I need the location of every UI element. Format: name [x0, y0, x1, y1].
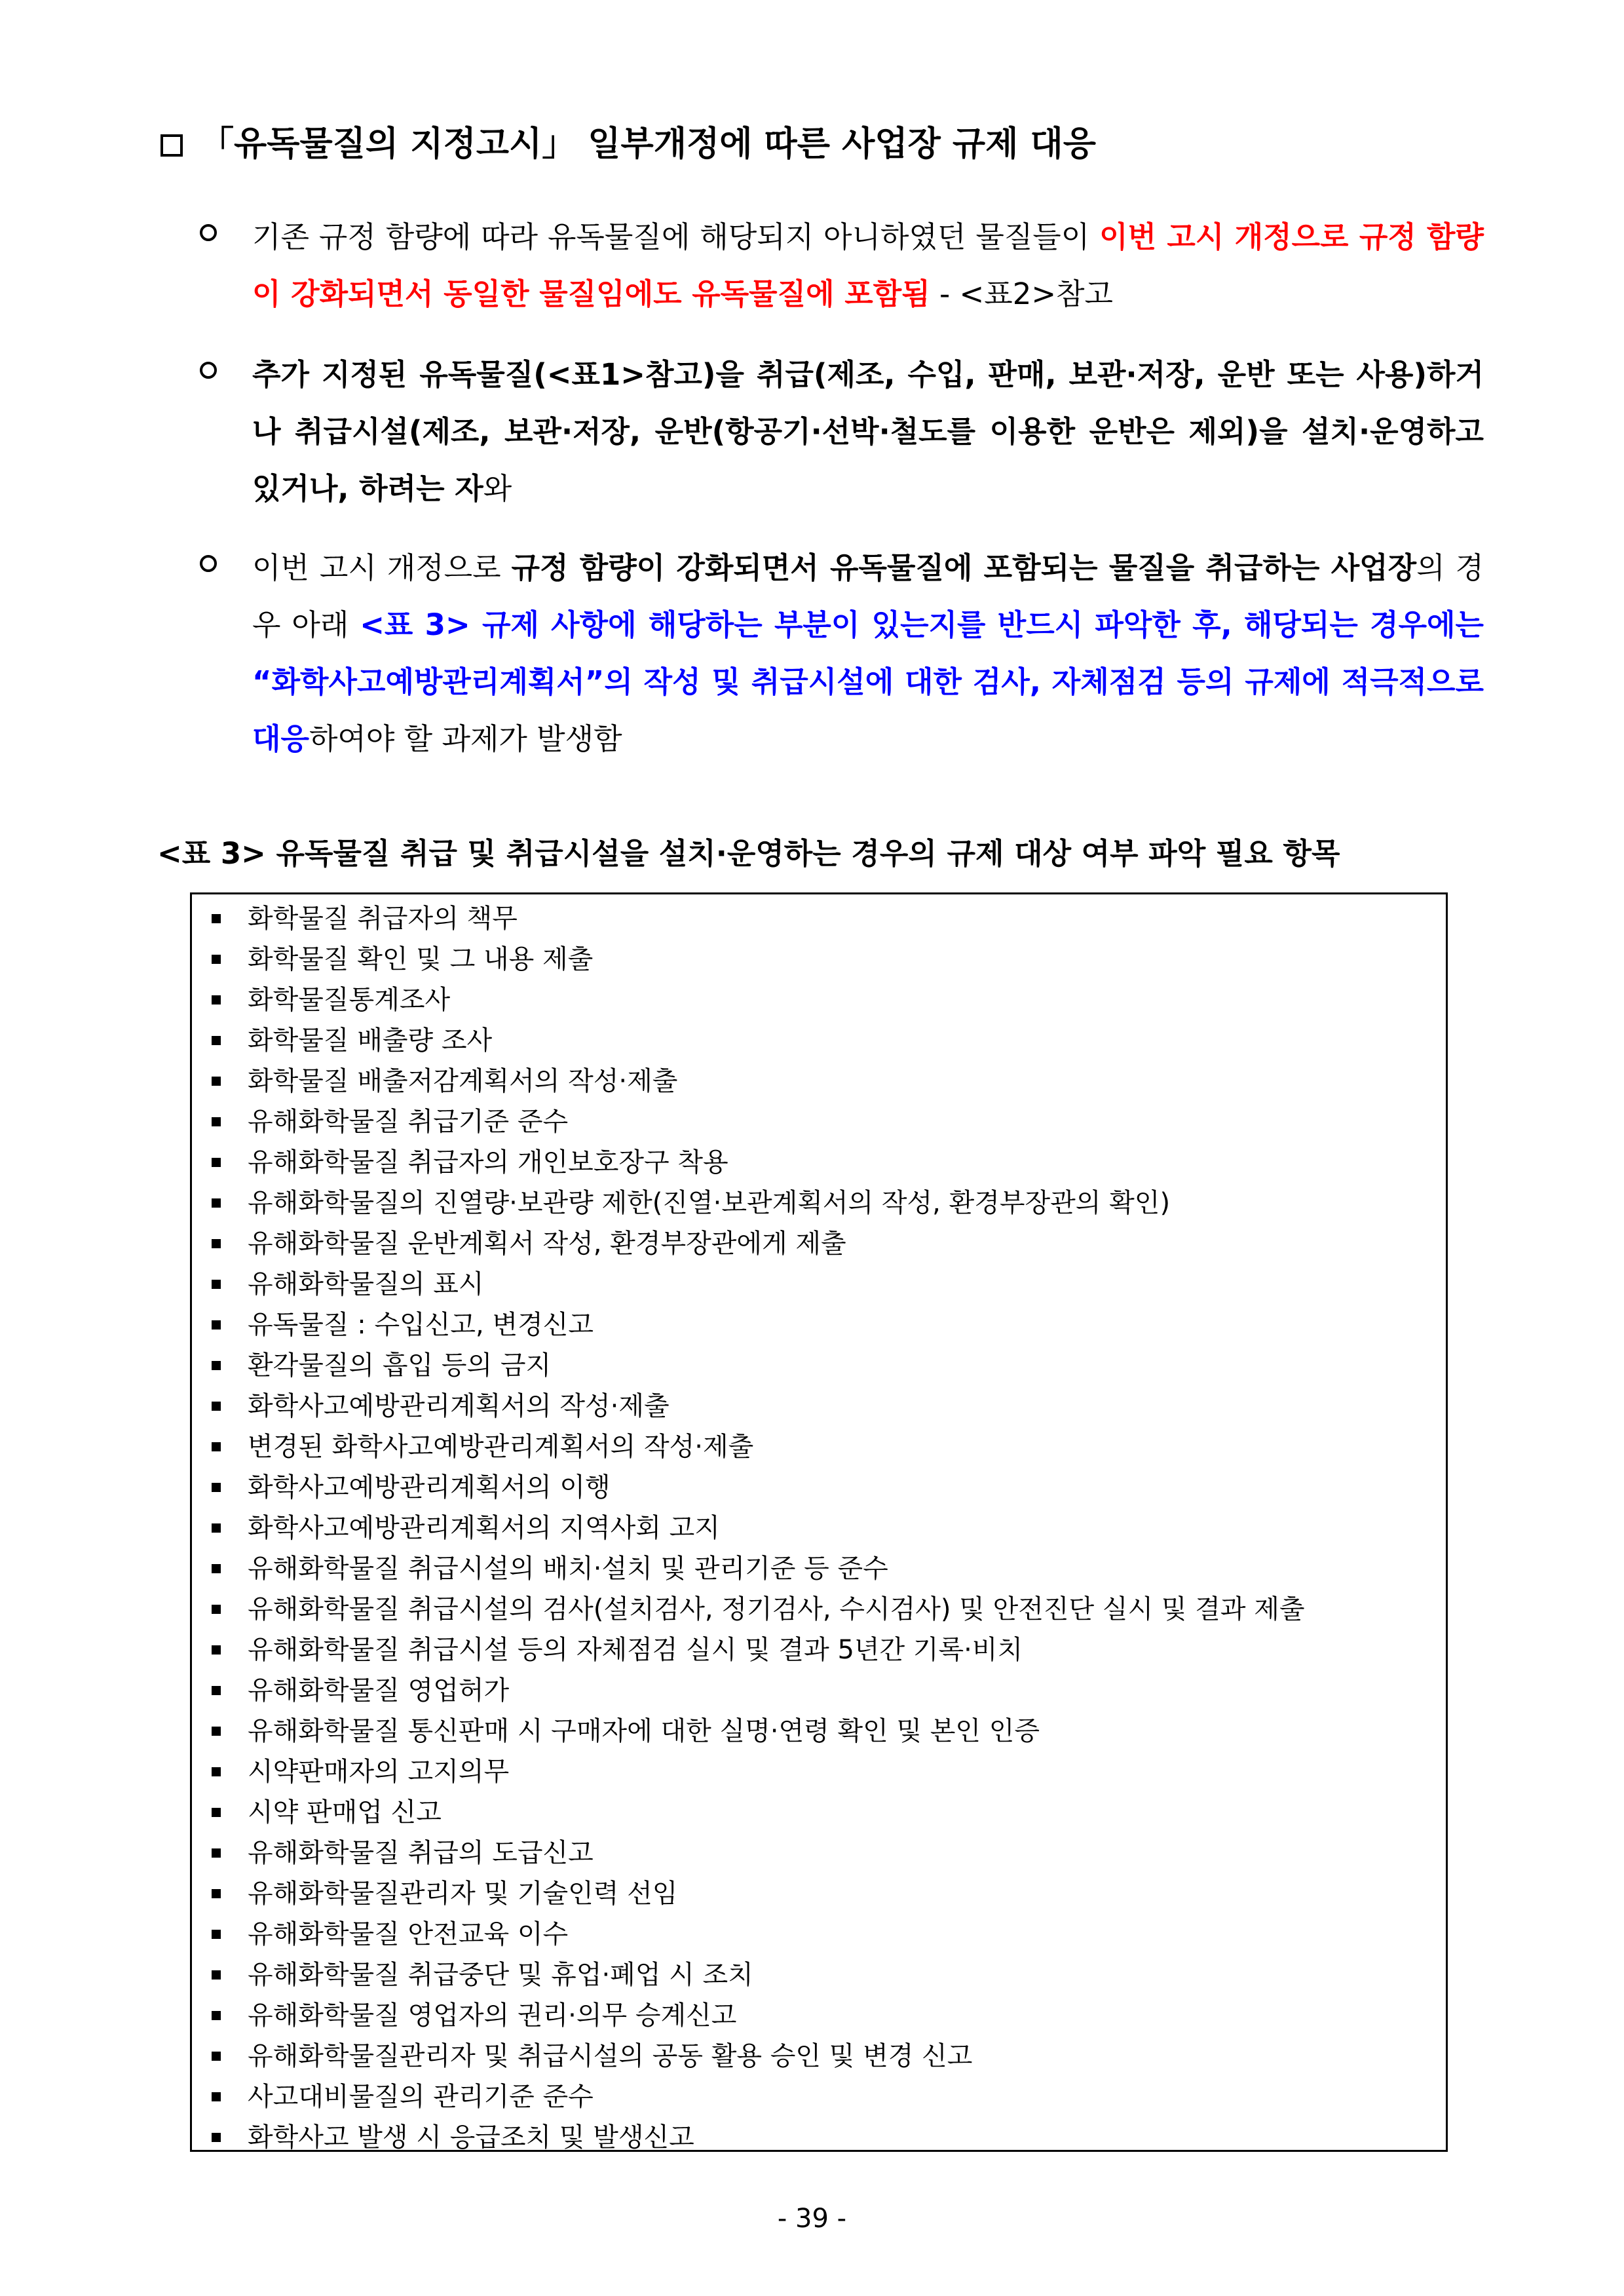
list-item-text: 유해화학물질의 진열량·보관량 제한(진열·보관계획서의 작성, 환경부장관의 확인)	[248, 1188, 1171, 1218]
list-item-text: 환각물질의 흡입 등의 금지	[248, 1350, 552, 1381]
square-bullet-icon	[212, 2011, 221, 2020]
square-bullet-icon	[212, 1442, 221, 1451]
list-item-text: 유해화학물질의 표시	[248, 1269, 484, 1299]
list-item	[192, 1589, 1446, 1630]
list-item	[192, 1101, 1446, 1142]
bullet-1-ref: - <표2>참고	[930, 277, 1113, 311]
square-bullet-icon	[212, 2092, 221, 2101]
bullet-1-emphasis: 이번 고시 개정으로 규정 함량이 강화되면서 동일한 물질임에도 유독물질에 포함됨	[252, 220, 1484, 311]
list-item-text: 화학사고 발생 시 응급조치 및 발생신고	[248, 2122, 694, 2152]
list-item	[192, 1223, 1446, 1264]
list-item	[192, 1061, 1446, 1101]
bullet-paragraph-3	[200, 539, 1484, 767]
list-item	[192, 2076, 1446, 2117]
list-item-text: 화학물질통계조사	[248, 985, 451, 1015]
square-bullet-icon	[212, 1077, 221, 1086]
list-item	[192, 1955, 1446, 1995]
square-bullet-icon	[212, 1483, 221, 1492]
list-item	[192, 1264, 1446, 1305]
bullet-paragraph-2	[200, 346, 1484, 517]
bullet-2-bold: 추가 지정된 유독물질(<표1>참고)을 취급(제조, 수입, 판매, 보관·저장, 운반 또는 사용)하거나 취급시설(제조, 보관·저장, 운반(항공기·선박·철도를 이용한 운반은 제외)을 설치·운영하고 있거나, 하려는 자	[252, 357, 1484, 506]
list-item	[192, 1751, 1446, 1792]
list-item	[192, 1711, 1446, 1751]
list-item	[192, 1792, 1446, 1833]
list-item	[192, 1873, 1446, 1914]
bullet-3-text-b: 의 경우 아래	[252, 550, 1484, 642]
square-bullet-icon	[212, 1767, 221, 1776]
bullet-3-bold: 규정 함량이 강화되면서 유독물질에 포함되는 물질을 취급하는 사업장	[511, 550, 1417, 585]
square-bullet-icon	[212, 1198, 221, 1208]
list-item-text: 변경된 화학사고예방관리계획서의 작성·제출	[248, 1432, 754, 1462]
list-item-text: 유해화학물질관리자 및 기술인력 선임	[248, 1879, 678, 1909]
list-item-text: 화학물질 배출량 조사	[248, 1025, 493, 1056]
square-bullet-icon	[212, 1605, 221, 1614]
bullet-paragraph-1	[200, 208, 1484, 322]
list-item	[192, 980, 1446, 1020]
bullet-3-blue-emphasis: <표 3> 규제 사항에 해당하는 부분이 있는지를 반드시 파악한 후, 해당되는 경우에는 “화학사고예방관리계획서”의 작성 및 취급시설에 대한 검사, 자체점검 등의 규제에 적극적으로 대응	[252, 607, 1484, 756]
list-item	[192, 1142, 1446, 1183]
list-item	[192, 1345, 1446, 1386]
list-item-text: 유해화학물질 취급시설 등의 자체점검 실시 및 결과 5년간 기록·비치	[248, 1635, 1023, 1665]
list-item-text: 유독물질 : 수입신고, 변경신고	[248, 1310, 594, 1340]
list-item-text: 화학사고예방관리계획서의 작성·제출	[248, 1391, 670, 1421]
list-item-text: 유해화학물질 영업허가	[248, 1675, 510, 1706]
section-heading-text: 「유독물질의 지정고시」 일부개정에 따른 사업장 규제 대응	[200, 124, 1096, 164]
regulation-items-list	[192, 898, 1446, 2158]
list-item	[192, 1833, 1446, 1873]
list-item-text: 시약 판매업 신고	[248, 1797, 442, 1827]
regulation-items-box	[190, 892, 1448, 2152]
square-bullet-icon	[212, 995, 221, 1004]
square-bullet-icon	[212, 955, 221, 964]
square-bullet-icon	[212, 1727, 221, 1736]
list-item	[192, 1670, 1446, 1711]
hollow-circle-bullet-icon	[200, 362, 217, 379]
list-item-text: 유해화학물질 취급시설의 검사(설치검사, 정기검사, 수시검사) 및 안전진단 실시 및 결과 제출	[248, 1594, 1305, 1624]
list-item-text: 화학물질 취급자의 책무	[248, 904, 518, 934]
square-bullet-icon	[212, 1808, 221, 1817]
list-item	[192, 1426, 1446, 1467]
list-item-text: 사고대비물질의 관리기준 준수	[248, 2082, 594, 2112]
square-bullet-icon	[212, 1280, 221, 1289]
square-bullet-icon	[212, 1239, 221, 1248]
bullet-2-tail: 와	[483, 471, 512, 506]
list-item-text: 유해화학물질 통신판매 시 구매자에 대한 실명·연령 확인 및 본인 인증	[248, 1716, 1040, 1746]
list-item-text: 유해화학물질 취급중단 및 휴업·폐업 시 조치	[248, 1960, 753, 1990]
bullet-3-text-c: 하여야 할 과제가 발생함	[309, 721, 622, 756]
list-item	[192, 1305, 1446, 1345]
hollow-circle-bullet-icon	[200, 555, 217, 572]
checkbox-square-icon	[161, 134, 183, 157]
list-item	[192, 1183, 1446, 1223]
list-item	[192, 2117, 1446, 2158]
square-bullet-icon	[212, 914, 221, 923]
list-item	[192, 1914, 1446, 1955]
square-bullet-icon	[212, 1970, 221, 1980]
square-bullet-icon	[212, 1564, 221, 1573]
list-item-text: 화학물질 배출저감계획서의 작성·제출	[248, 1066, 678, 1096]
list-item-text: 화학사고예방관리계획서의 이행	[248, 1472, 611, 1502]
list-item	[192, 1630, 1446, 1670]
list-item-text: 유해화학물질 취급자의 개인보호장구 착용	[248, 1147, 728, 1177]
list-item-text: 유해화학물질 안전교육 이수	[248, 1919, 569, 1949]
bullet-1-text: 기존 규정 함량에 따라 유독물질에 해당되지 아니하였던 물질들이	[252, 220, 1100, 254]
list-item-text: 시약판매자의 고지의무	[248, 1757, 510, 1787]
list-item-text: 유해화학물질 영업자의 권리·의무 승계신고	[248, 2000, 737, 2031]
list-item	[192, 939, 1446, 980]
list-item-text: 유해화학물질 취급의 도급신고	[248, 1838, 594, 1868]
square-bullet-icon	[212, 1361, 221, 1370]
list-item-text: 화학물질 확인 및 그 내용 제출	[248, 944, 594, 974]
square-bullet-icon	[212, 1158, 221, 1167]
page-number: - 39 -	[777, 2204, 847, 2234]
list-item-text: 화학사고예방관리계획서의 지역사회 고지	[248, 1513, 720, 1543]
square-bullet-icon	[212, 1523, 221, 1533]
list-item	[192, 2036, 1446, 2076]
square-bullet-icon	[212, 1645, 221, 1655]
square-bullet-icon	[212, 2133, 221, 2142]
list-item	[192, 1508, 1446, 1548]
square-bullet-icon	[212, 1686, 221, 1695]
square-bullet-icon	[212, 1036, 221, 1045]
list-item	[192, 1386, 1446, 1426]
square-bullet-icon	[212, 2052, 221, 2061]
list-item-text: 유해화학물질 취급기준 준수	[248, 1107, 569, 1137]
list-item-text: 유해화학물질관리자 및 취급시설의 공동 활용 승인 및 변경 신고	[248, 2041, 973, 2071]
square-bullet-icon	[212, 1930, 221, 1939]
square-bullet-icon	[212, 1889, 221, 1898]
square-bullet-icon	[212, 1848, 221, 1858]
list-item	[192, 1995, 1446, 2036]
list-item	[192, 1548, 1446, 1589]
square-bullet-icon	[212, 1117, 221, 1126]
list-item	[192, 898, 1446, 939]
square-bullet-icon	[212, 1402, 221, 1411]
hollow-circle-bullet-icon	[200, 224, 217, 241]
bullet-3-text-a: 이번 고시 개정으로	[252, 550, 512, 585]
square-bullet-icon	[212, 1320, 221, 1330]
list-item	[192, 1020, 1446, 1061]
list-item-text: 유해화학물질 취급시설의 배치·설치 및 관리기준 등 준수	[248, 1554, 888, 1584]
table-caption: <표 3> 유독물질 취급 및 취급시설을 설치·운영하는 경우의 규제 대상 여부 파악 필요 항목	[157, 836, 1340, 871]
section-heading	[161, 118, 1096, 170]
list-item-text: 유해화학물질 운반계획서 작성, 환경부장관에게 제출	[248, 1229, 846, 1259]
list-item	[192, 1467, 1446, 1508]
